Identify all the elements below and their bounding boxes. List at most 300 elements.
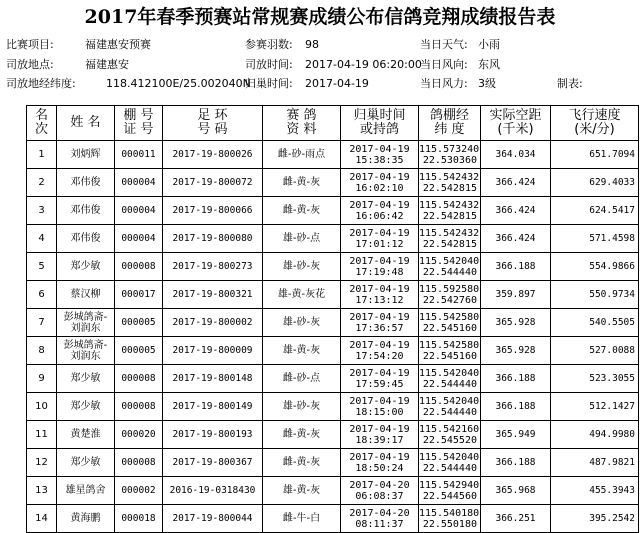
name-cell (57, 337, 115, 365)
pigeon-info-cell (263, 449, 341, 477)
column-header-line: (米/分) (574, 122, 615, 137)
ring-cell (163, 141, 263, 169)
arrival-cell-text: 2017-04-19 (349, 395, 410, 407)
name-cell-text: 黄海鹏 (70, 513, 101, 524)
loft-cell (115, 169, 163, 197)
distance-cell-text: 366.188 (495, 456, 536, 468)
column-header-line: 姓 名 (70, 115, 101, 130)
rank-cell-text: 3 (38, 204, 45, 216)
speed-cell-text: 554.9866 (589, 260, 635, 272)
count-label: 参赛羽数: (245, 38, 293, 51)
table-row (27, 477, 639, 505)
loft-cell (115, 281, 163, 309)
release-time-label: 司放时间: (245, 58, 293, 71)
arrival-cell-text: 2017-04-19 (349, 143, 410, 155)
arrival-cell (341, 337, 419, 365)
rank-cell (27, 505, 57, 533)
pigeon-info-cell (263, 225, 341, 253)
column-header (551, 106, 639, 141)
rank-cell-text: 13 (35, 484, 48, 496)
name-cell (57, 421, 115, 449)
arrival-cell (341, 253, 419, 281)
coords-cell (419, 421, 481, 449)
coords-cell-text: 22.542815 (422, 238, 477, 250)
name-cell (57, 169, 115, 197)
speed-cell (551, 365, 639, 393)
rank-cell (27, 309, 57, 337)
name-cell-text: 郑少敏 (70, 373, 101, 384)
distance-cell (481, 225, 551, 253)
speed-cell-text: 523.3055 (589, 372, 635, 384)
distance-cell-text: 366.424 (495, 176, 536, 188)
distance-cell-text: 365.949 (495, 428, 536, 440)
speed-cell (551, 197, 639, 225)
column-header (481, 106, 551, 141)
arrival-cell (341, 477, 419, 505)
loft-cell-text: 000018 (121, 512, 156, 524)
ring-cell (163, 393, 263, 421)
rank-cell-text: 11 (35, 428, 48, 440)
distance-cell (481, 309, 551, 337)
pigeon-info-cell (263, 309, 341, 337)
loft-cell-text: 000008 (121, 372, 156, 384)
speed-cell-text: 455.3943 (589, 484, 635, 496)
column-header-line: 足 环 (197, 108, 228, 123)
name-cell (57, 225, 115, 253)
loft-cell (115, 337, 163, 365)
ring-cell-text: 2017-19-800066 (172, 204, 253, 216)
ring-cell (163, 477, 263, 505)
rank-cell-text: 12 (35, 456, 48, 468)
ring-cell (163, 309, 263, 337)
speed-cell (551, 393, 639, 421)
ring-cell-text: 2017-19-800026 (172, 148, 253, 160)
speed-cell-text: 527.0088 (589, 344, 635, 356)
speed-cell (551, 449, 639, 477)
coords-cell-text: 115.542940 (419, 479, 480, 491)
name-cell-text: 邓伟俊 (70, 233, 101, 244)
arrival-cell (341, 393, 419, 421)
coords-cell-text: 22.530360 (422, 154, 477, 166)
speed-cell-text: 629.4033 (589, 176, 635, 188)
rank-cell (27, 281, 57, 309)
rank-cell (27, 197, 57, 225)
wind-force-value: 3级 (478, 77, 496, 90)
distance-cell (481, 141, 551, 169)
rank-cell-text: 4 (38, 232, 45, 244)
coords-cell (419, 505, 481, 533)
release-time-value: 2017-04-19 06:20:00 (305, 58, 422, 71)
table-row (27, 449, 639, 477)
coords-cell (419, 309, 481, 337)
arrival-cell-text: 2017-04-19 (349, 367, 410, 379)
coords-cell-text: 115.542432 (419, 171, 480, 183)
ring-cell-text: 2017-19-800009 (172, 344, 253, 356)
column-header-line: 或持鸽 (359, 122, 399, 137)
ring-cell (163, 337, 263, 365)
column-header-line: 实际空距 (489, 108, 542, 123)
arrival-cell-text: 2017-04-19 (349, 171, 410, 183)
pigeon-info-cell-text: 雄-黄-灰 (282, 344, 321, 356)
rank-cell-text: 8 (38, 344, 45, 356)
distance-cell (481, 169, 551, 197)
coords-cell-text: 22.544560 (422, 490, 477, 502)
speed-cell-text: 571.4598 (589, 232, 635, 244)
rank-cell-text: 2 (38, 176, 45, 188)
pigeon-info-cell (263, 505, 341, 533)
name-cell (57, 393, 115, 421)
column-header-line: 证 号 (123, 122, 154, 137)
distance-cell (481, 337, 551, 365)
coords-cell (419, 197, 481, 225)
name-cell-text: 刘润东 (70, 322, 101, 334)
coords-cell-text: 115.542580 (419, 339, 480, 351)
column-header (163, 106, 263, 141)
table-row (27, 393, 639, 421)
arrival-cell-text: 2017-04-19 (349, 451, 410, 463)
arrival-cell-text: 17:01:12 (355, 238, 404, 250)
ring-cell (163, 505, 263, 533)
name-cell (57, 141, 115, 169)
table-body (27, 141, 639, 533)
coords-cell (419, 477, 481, 505)
arrival-cell-text: 17:59:45 (355, 378, 404, 390)
pigeon-info-cell-text: 雄-黄-灰花 (277, 288, 326, 300)
loft-cell (115, 225, 163, 253)
coords-cell-text: 22.545160 (422, 322, 477, 334)
loft-cell (115, 197, 163, 225)
name-cell-text: 郑少敏 (70, 261, 101, 272)
coords-cell-text: 115.542432 (419, 199, 480, 211)
coords-cell-text: 115.542040 (419, 367, 480, 379)
loft-cell-text: 000004 (121, 204, 156, 216)
column-header-line: 鸽棚经 (429, 108, 469, 123)
homing-label: 归巢时间: (245, 77, 293, 90)
coords-cell-text: 115.542580 (419, 311, 480, 323)
name-cell (57, 365, 115, 393)
pigeon-info-cell-text: 雄-砂-灰 (282, 316, 321, 328)
name-cell-text: 彭城鸽斋- (63, 311, 108, 323)
table-row (27, 169, 639, 197)
column-header (27, 106, 57, 141)
column-header-line: 资 料 (286, 122, 317, 137)
distance-cell-text: 366.424 (495, 232, 536, 244)
column-header-line: 赛 鸽 (286, 108, 317, 123)
column-header (57, 106, 115, 141)
arrival-cell-text: 15:38:35 (355, 154, 404, 166)
pigeon-info-cell-text: 雌-牛-白 (282, 512, 321, 524)
ring-cell-text: 2017-19-800148 (172, 372, 253, 384)
pigeon-info-cell (263, 337, 341, 365)
coords-cell-text: 115.542160 (419, 423, 480, 435)
ring-cell-text: 2017-19-800044 (172, 512, 253, 524)
name-cell-text: 黄楚淮 (70, 429, 101, 440)
table-row (27, 309, 639, 337)
coords-cell-text: 22.542815 (422, 210, 477, 222)
name-cell-text: 刘炳辉 (70, 149, 101, 160)
coords-cell (419, 337, 481, 365)
arrival-cell-text: 17:13:12 (355, 294, 404, 306)
table-row (27, 225, 639, 253)
arrival-cell-text: 2017-04-20 (349, 479, 410, 491)
coords-cell-text: 22.544440 (422, 462, 477, 474)
loft-cell-text: 000011 (121, 148, 156, 160)
column-header (115, 106, 163, 141)
arrival-cell (341, 169, 419, 197)
ring-cell (163, 421, 263, 449)
ring-cell-text: 2017-19-800072 (172, 176, 253, 188)
wind-label: 当日风向: (420, 58, 468, 71)
arrival-cell-text: 17:54:20 (355, 350, 404, 362)
arrival-cell-text: 2017-04-19 (349, 255, 410, 267)
loft-cell (115, 253, 163, 281)
arrival-cell-text: 2017-04-19 (349, 227, 410, 239)
name-cell-text: 邓伟俊 (70, 177, 101, 188)
speed-cell-text: 395.2542 (589, 512, 635, 524)
speed-cell-text: 651.7094 (589, 148, 635, 160)
ring-cell-text: 2017-19-800002 (172, 316, 253, 328)
column-header-line: 归巢时间 (353, 108, 406, 123)
coords-cell-text: 22.544440 (422, 266, 477, 278)
pigeon-info-cell-text: 雌-砂-雨点 (277, 148, 326, 160)
distance-cell-text: 359.897 (495, 288, 536, 300)
rank-cell (27, 449, 57, 477)
rank-cell-text: 6 (38, 288, 45, 300)
distance-cell (481, 449, 551, 477)
ring-cell (163, 197, 263, 225)
speed-cell (551, 281, 639, 309)
arrival-cell-text: 06:08:37 (355, 490, 404, 502)
pigeon-info-cell (263, 169, 341, 197)
table-row (27, 337, 639, 365)
column-header-line: 号 码 (197, 122, 228, 137)
rank-cell-text: 14 (35, 512, 48, 524)
coords-cell-text: 115.542040 (419, 255, 480, 267)
loft-cell-text: 000020 (121, 428, 156, 440)
table-row (27, 141, 639, 169)
coords-cell-text: 22.545160 (422, 350, 477, 362)
arrival-cell-text: 2017-04-19 (349, 311, 410, 323)
distance-cell (481, 197, 551, 225)
ring-cell (163, 281, 263, 309)
ring-cell (163, 169, 263, 197)
distance-cell-text: 366.188 (495, 260, 536, 272)
name-cell-text: 蔡汉柳 (70, 289, 101, 300)
distance-cell (481, 365, 551, 393)
weather-label: 当日天气: (420, 38, 468, 51)
pigeon-info-cell (263, 281, 341, 309)
pigeon-info-cell-text: 雄-砂-灰 (282, 400, 321, 412)
distance-cell (481, 281, 551, 309)
pigeon-info-cell (263, 365, 341, 393)
pigeon-info-cell (263, 141, 341, 169)
distance-cell-text: 366.424 (495, 204, 536, 216)
rank-cell (27, 393, 57, 421)
speed-cell (551, 477, 639, 505)
column-header-line: (千米) (497, 122, 534, 137)
coords-cell (419, 141, 481, 169)
distance-cell-text: 365.928 (495, 316, 536, 328)
arrival-cell (341, 309, 419, 337)
loft-cell (115, 449, 163, 477)
distance-cell-text: 365.928 (495, 344, 536, 356)
distance-cell (481, 477, 551, 505)
coords-cell-text: 22.545520 (422, 434, 477, 446)
speed-cell (551, 225, 639, 253)
pigeon-info-cell-text: 雌-砂-点 (282, 372, 321, 384)
column-header-line: 飞行速度 (568, 108, 621, 123)
speed-cell (551, 505, 639, 533)
coords-cell (419, 253, 481, 281)
rank-cell (27, 253, 57, 281)
distance-cell-text: 366.251 (495, 512, 536, 524)
arrival-cell-text: 2017-04-20 (349, 507, 410, 519)
name-cell-text: 郑少敏 (70, 457, 101, 468)
release-place-label: 司放地点: (6, 58, 54, 71)
pigeon-info-cell-text: 雄-砂-点 (282, 232, 321, 244)
loft-cell-text: 000017 (121, 288, 156, 300)
loft-cell-text: 000008 (121, 260, 156, 272)
distance-cell (481, 253, 551, 281)
arrival-cell-text: 2017-04-19 (349, 339, 410, 351)
ring-cell-text: 2017-19-800080 (172, 232, 253, 244)
coords-cell-text: 22.544440 (422, 406, 477, 418)
ring-cell (163, 225, 263, 253)
loft-cell-text: 000002 (121, 484, 156, 496)
speed-cell-text: 624.5417 (589, 204, 635, 216)
pigeon-info-cell (263, 477, 341, 505)
coords-cell-text: 115.542432 (419, 227, 480, 239)
table-row (27, 281, 639, 309)
ring-cell-text: 2017-19-800321 (172, 288, 253, 300)
table-row (27, 505, 639, 533)
speed-cell (551, 253, 639, 281)
speed-cell-text: 494.9980 (589, 428, 635, 440)
rank-cell (27, 365, 57, 393)
rank-cell-text: 1 (38, 148, 45, 160)
weather-value: 小雨 (478, 38, 500, 51)
rank-cell-text: 5 (38, 260, 45, 272)
arrival-cell-text: 18:50:24 (355, 462, 404, 474)
name-cell (57, 449, 115, 477)
loft-cell (115, 421, 163, 449)
table-row (27, 365, 639, 393)
rank-cell (27, 421, 57, 449)
name-cell-text: 邓伟俊 (70, 205, 101, 216)
table-row (27, 253, 639, 281)
arrival-cell (341, 141, 419, 169)
loft-cell (115, 309, 163, 337)
pigeon-info-cell (263, 253, 341, 281)
name-cell-text: 郑少敏 (70, 401, 101, 412)
speed-cell-text: 512.1427 (589, 400, 635, 412)
rank-cell (27, 477, 57, 505)
maker-label: 制表: (557, 77, 583, 90)
name-cell (57, 281, 115, 309)
coords-cell (419, 225, 481, 253)
coords-cell-text: 115.542040 (419, 395, 480, 407)
race-label: 比赛项目: (6, 38, 54, 51)
results-table (26, 105, 639, 533)
name-cell (57, 253, 115, 281)
ring-cell-text: 2017-19-800149 (172, 400, 253, 412)
column-header-line: 名 (34, 108, 48, 123)
race-value: 福建惠安预赛 (85, 38, 151, 51)
speed-cell-text: 540.5505 (589, 316, 635, 328)
name-cell-text: 刘润东 (70, 350, 101, 362)
loft-cell (115, 393, 163, 421)
pigeon-info-cell-text: 雌-黄-灰 (282, 428, 321, 440)
table-row (27, 421, 639, 449)
coords-cell-text: 115.542040 (419, 451, 480, 463)
pigeon-info-cell (263, 197, 341, 225)
pigeon-info-cell-text: 雄-黄-灰 (282, 484, 321, 496)
rank-cell-text: 7 (38, 316, 45, 328)
coords-cell (419, 449, 481, 477)
coords-cell-text: 22.542760 (422, 294, 477, 306)
pigeon-info-cell-text: 雌-黄-灰 (282, 176, 321, 188)
pigeon-info-cell-text: 雌-黄-灰 (282, 204, 321, 216)
loft-cell-text: 000004 (121, 232, 156, 244)
column-header-line: 棚 号 (123, 108, 154, 123)
loft-cell (115, 505, 163, 533)
arrival-cell-text: 17:19:48 (355, 266, 404, 278)
loft-cell-text: 000008 (121, 400, 156, 412)
loft-cell (115, 365, 163, 393)
distance-cell-text: 364.034 (495, 148, 536, 160)
name-cell (57, 309, 115, 337)
rank-cell (27, 225, 57, 253)
arrival-cell-text: 17:36:57 (355, 322, 404, 334)
arrival-cell-text: 18:15:00 (355, 406, 404, 418)
coords-cell (419, 365, 481, 393)
speed-cell-text: 487.9821 (589, 456, 635, 468)
rank-cell (27, 141, 57, 169)
coords-cell-text: 115.573240 (419, 143, 480, 155)
wind-value: 东风 (478, 58, 500, 71)
ring-cell-text: 2017-19-800367 (172, 456, 253, 468)
distance-cell (481, 421, 551, 449)
column-header (341, 106, 419, 141)
column-header-line: 次 (34, 122, 48, 137)
coords-cell-text: 115.540180 (419, 507, 480, 519)
rank-cell-text: 10 (35, 400, 48, 412)
ring-cell (163, 449, 263, 477)
table-row (27, 197, 639, 225)
coords-cell-text: 22.542815 (422, 182, 477, 194)
coords-cell (419, 281, 481, 309)
coords-cell (419, 393, 481, 421)
coords-label: 司放地经纬度: (6, 77, 76, 90)
coords-cell (419, 169, 481, 197)
ring-cell (163, 365, 263, 393)
arrival-cell (341, 421, 419, 449)
ring-cell-text: 2016-19-0318430 (169, 484, 256, 496)
arrival-cell-text: 16:06:42 (355, 210, 404, 222)
speed-cell (551, 337, 639, 365)
arrival-cell (341, 505, 419, 533)
arrival-cell-text: 18:39:17 (355, 434, 404, 446)
arrival-cell (341, 197, 419, 225)
arrival-cell-text: 08:11:37 (355, 518, 404, 530)
pigeon-info-cell-text: 雄-砂-灰 (282, 260, 321, 272)
rank-cell-text: 9 (38, 372, 45, 384)
name-cell-text: 彭城鸽斋- (63, 339, 108, 351)
arrival-cell (341, 365, 419, 393)
rank-cell (27, 169, 57, 197)
arrival-cell-text: 2017-04-19 (349, 423, 410, 435)
distance-cell-text: 366.188 (495, 372, 536, 384)
